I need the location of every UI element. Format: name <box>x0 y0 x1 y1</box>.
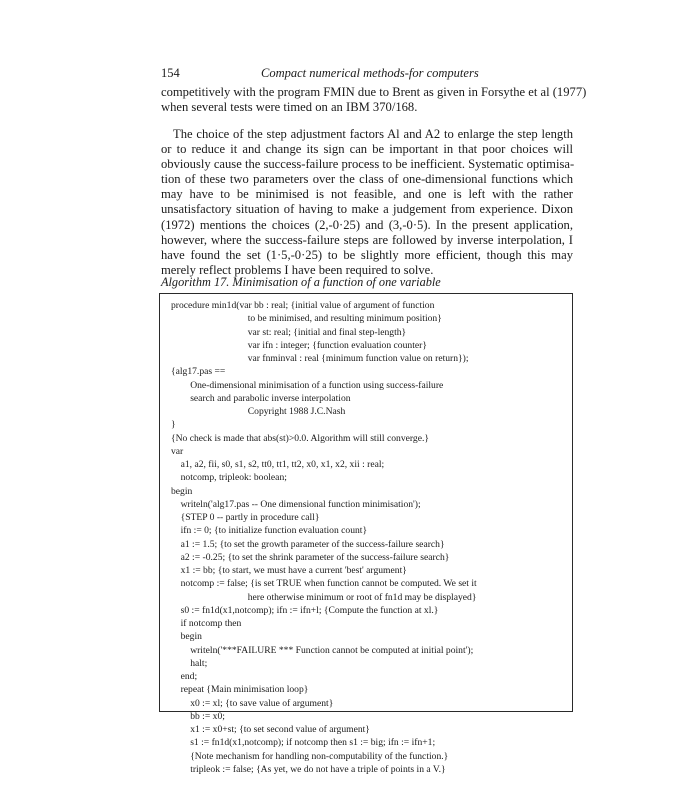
text-line: competitively with the program FMIN due to Brent as given in Forsythe et al (1977) <box>161 85 587 99</box>
code-line: {No check is made that abs(st)>0.0. Algorithm will still converge.} <box>171 432 429 444</box>
code-line: end; <box>171 671 198 682</box>
code-line: {STEP 0 -- partly in procedure call} <box>171 512 320 523</box>
code-line: var ifn : integer; {function evaluation counter} <box>171 339 427 351</box>
code-line: tripleok := false; {As yet, we do not have a triple of points in a V.} <box>171 763 446 775</box>
code-line: begin <box>171 631 202 643</box>
page-header <box>161 66 571 82</box>
text-line: (1972) mentions the choices (2,-0·25) and (3,-0·5). In the present application, <box>161 217 573 232</box>
paragraph-2 <box>161 127 573 278</box>
code-line: a1, a2, fii, s0, s1, s2, tt0, tt1, tt2, x0, x1, x2, xii : real; <box>171 459 385 470</box>
code-line: to be minimised, and resulting minimum position} <box>171 313 442 325</box>
code-line: a2 := -0.25; {to set the shrink parameter of the success-failure search} <box>171 551 450 563</box>
code-line: repeat {Main minimisation loop} <box>171 684 309 696</box>
code-line: ifn := 0; {to initialize function evaluation count} <box>171 525 368 537</box>
code-line: s0 := fn1d(x1,notcomp); ifn := ifn+l; {Compute the function at xl.} <box>171 604 439 616</box>
code-line: var st: real; {initial and final step-length} <box>171 326 407 338</box>
code-line: One-dimensional minimisation of a function using success-failure <box>171 379 444 391</box>
code-line: notcomp := false; {is set TRUE when function cannot be computed. We set it <box>171 578 477 590</box>
code-line: procedure min1d(var bb : real; {initial value of argument of function <box>171 300 435 311</box>
text-line: The choice of the step adjustment factors Al and A2 to enlarge the step length <box>173 127 573 141</box>
text-line: when several tests were timed on an IBM 370/168. <box>161 100 418 115</box>
paragraph-1 <box>161 85 587 115</box>
code-line: here otherwise minimum or root of fn1d may be displayed} <box>171 591 477 603</box>
code-line: x0 := xl; {to save value of argument} <box>171 697 334 709</box>
code-listing <box>171 299 566 776</box>
text-line: however, where the success-failure steps are followed by inverse interpolation, I <box>161 232 573 247</box>
code-line: begin <box>171 485 193 497</box>
text-line: or to reduce it and change its sign can be important in that poor choices will <box>161 142 573 157</box>
code-line: {alg17.pas == <box>171 366 226 378</box>
page-number: 154 <box>161 66 180 80</box>
code-line: {Note mechanism for handling non-computability of the function.} <box>171 750 449 762</box>
code-line: s1 := fn1d(x1,notcomp); if notcomp then s1 := big; ifn := ifn+1; <box>171 737 436 749</box>
code-line: search and parabolic inverse interpolation <box>171 392 351 404</box>
text-line: obviously cause the success-failure process to be inefficient. Systematic optimisa- <box>161 157 575 172</box>
code-line: if notcomp then <box>171 618 242 629</box>
code-line: writeln('***FAILURE *** Function cannot be computed at initial point'); <box>171 644 474 656</box>
code-line: a1 := 1.5; {to set the growth parameter of the success-failure search} <box>171 538 445 550</box>
algorithm-caption: Algorithm 17. Minimisation of a function of one variable <box>161 275 441 289</box>
code-line: bb := x0; <box>171 710 225 722</box>
code-line: halt; <box>171 657 208 669</box>
code-line: writeln('alg17.pas -- One dimensional function minimisation'); <box>171 498 421 510</box>
code-line: x1 := x0+st; {to set second value of argument} <box>171 724 370 735</box>
text-line: may have to be minimised is not feasible, and one is left with the rather <box>161 187 573 202</box>
code-line: var <box>171 445 184 457</box>
text-line: merely reflect problems I have been required to solve. <box>161 262 434 277</box>
code-line: var fnminval : real {minimum function value on return}); <box>171 353 469 364</box>
code-line: } <box>171 419 176 431</box>
code-line: Copyright 1988 J.C.Nash <box>171 406 346 417</box>
code-line: x1 := bb; {to start, we must have a current 'best' argument} <box>171 565 407 576</box>
text-line: tion of these two parameters over the class of one-dimensional functions which <box>161 172 573 187</box>
running-title: Compact numerical methods-for computers <box>261 66 479 80</box>
text-line: unsatisfactory situation of having to make a judgement from experience. Dixon <box>161 202 573 217</box>
code-line: notcomp, tripleok: boolean; <box>171 472 287 484</box>
text-line: have found the set (1·5,-0·25) to be slightly more efficient, though this may <box>161 247 573 262</box>
algorithm-code-box <box>159 293 573 775</box>
